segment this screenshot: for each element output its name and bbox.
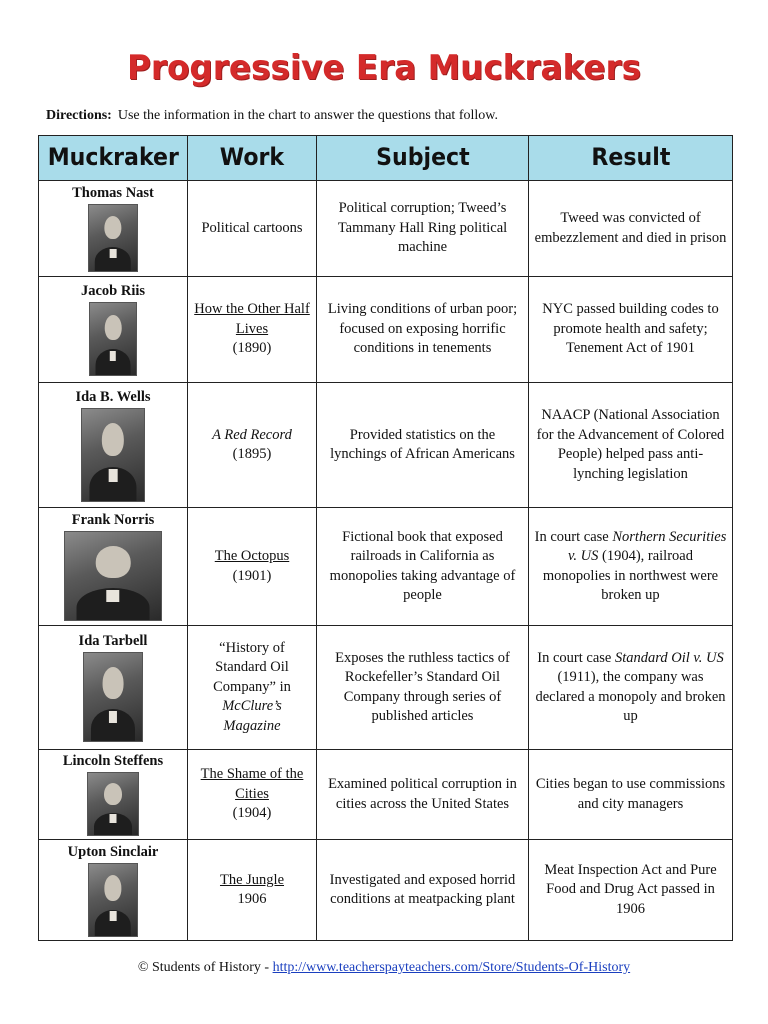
portrait-image [81,408,145,502]
result-cell: Cities began to use commissions and city managers [529,750,733,840]
work-cell: The Octopus (1901) [188,508,317,626]
table-row [39,277,733,383]
muckraker-cell [39,508,188,626]
store-link[interactable]: http://www.teacherspayteachers.com/Store/Students-Of-History [272,960,631,975]
table-row [39,383,733,508]
work-cell: Political cartoons [188,181,317,277]
work-cell: The Jungle 1906 [188,840,317,941]
muckraker-cell [39,626,188,750]
muckraker-cell [39,383,188,508]
directions-label: Directions: [46,108,112,123]
subject-cell: Examined political corruption in cities across the United States [317,750,529,840]
muckraker-cell [39,840,188,941]
subject-cell: Investigated and exposed horrid conditions at meatpacking plant [317,840,529,941]
table-row [39,508,733,626]
muckraker-name: Ida B. Wells [75,388,151,405]
work-cell: The Shame of the Cities (1904) [188,750,317,840]
result-cell: In court case Standard Oil v. US (1911), the company was declared a monopoly and broken up [529,626,733,750]
portrait-image [88,863,138,937]
portrait-image [83,652,143,742]
muckraker-name: Ida Tarbell [78,633,148,649]
header-muckraker: Muckraker [39,136,188,181]
table-row [39,750,733,840]
muckraker-name: Lincoln Steffens [62,753,164,769]
muckrakers-table [38,135,733,941]
result-cell: Tweed was convicted of embezzlement and died in prison [529,181,733,277]
page-title: Progressive Era Muckrakers [126,48,642,88]
muckraker-name: Thomas Nast [72,185,154,201]
copyright-text: © Students of History - [137,960,273,975]
work-cell: How the Other Half Lives (1890) [188,277,317,383]
portrait-image [88,204,138,272]
table-header-row [39,136,733,181]
subject-cell: Exposes the ruthless tactics of Rockefeller’s Standard Oil Company through series of published articles [317,626,529,750]
muckraker-name: Upton Sinclair [67,843,159,860]
muckraker-name: Frank Norris [71,512,155,528]
table-row [39,626,733,750]
subject-cell: Provided statistics on the lynchings of African Americans [317,383,529,508]
table-row [39,840,733,941]
footer [0,960,768,976]
muckraker-cell [39,181,188,277]
table-row [39,181,733,277]
header-result: Result [529,136,733,181]
portrait-image [64,531,162,621]
muckraker-cell [39,277,188,383]
result-cell: NAACP (National Association for the Advancement of Colored People) helped pass anti-lynching legislation [529,383,733,508]
directions-text: Use the information in the chart to answer the questions that follow. [117,108,498,123]
work-cell: “History of Standard Oil Company” in McClure’s Magazine [188,626,317,750]
portrait-image [89,302,137,376]
subject-cell: Political corruption; Tweed’s Tammany Hall Ring political machine [317,181,529,277]
result-cell: NYC passed building codes to promote health and safety; Tenement Act of 1901 [529,277,733,383]
result-cell: Meat Inspection Act and Pure Food and Drug Act passed in 1906 [529,840,733,941]
muckraker-cell [39,750,188,840]
portrait-image [87,772,139,836]
muckraker-name: Jacob Riis [80,283,146,299]
work-cell: A Red Record (1895) [188,383,317,508]
subject-cell: Living conditions of urban poor; focused on exposing horrific conditions in tenements [317,277,529,383]
directions [46,108,736,124]
header-subject: Subject [317,136,529,181]
result-cell: In court case Northern Securities v. US (1904), railroad monopolies in northwest were broken up [529,508,733,626]
subject-cell: Fictional book that exposed railroads in California as monopolies taking advantage of people [317,508,529,626]
header-work: Work [188,136,317,181]
